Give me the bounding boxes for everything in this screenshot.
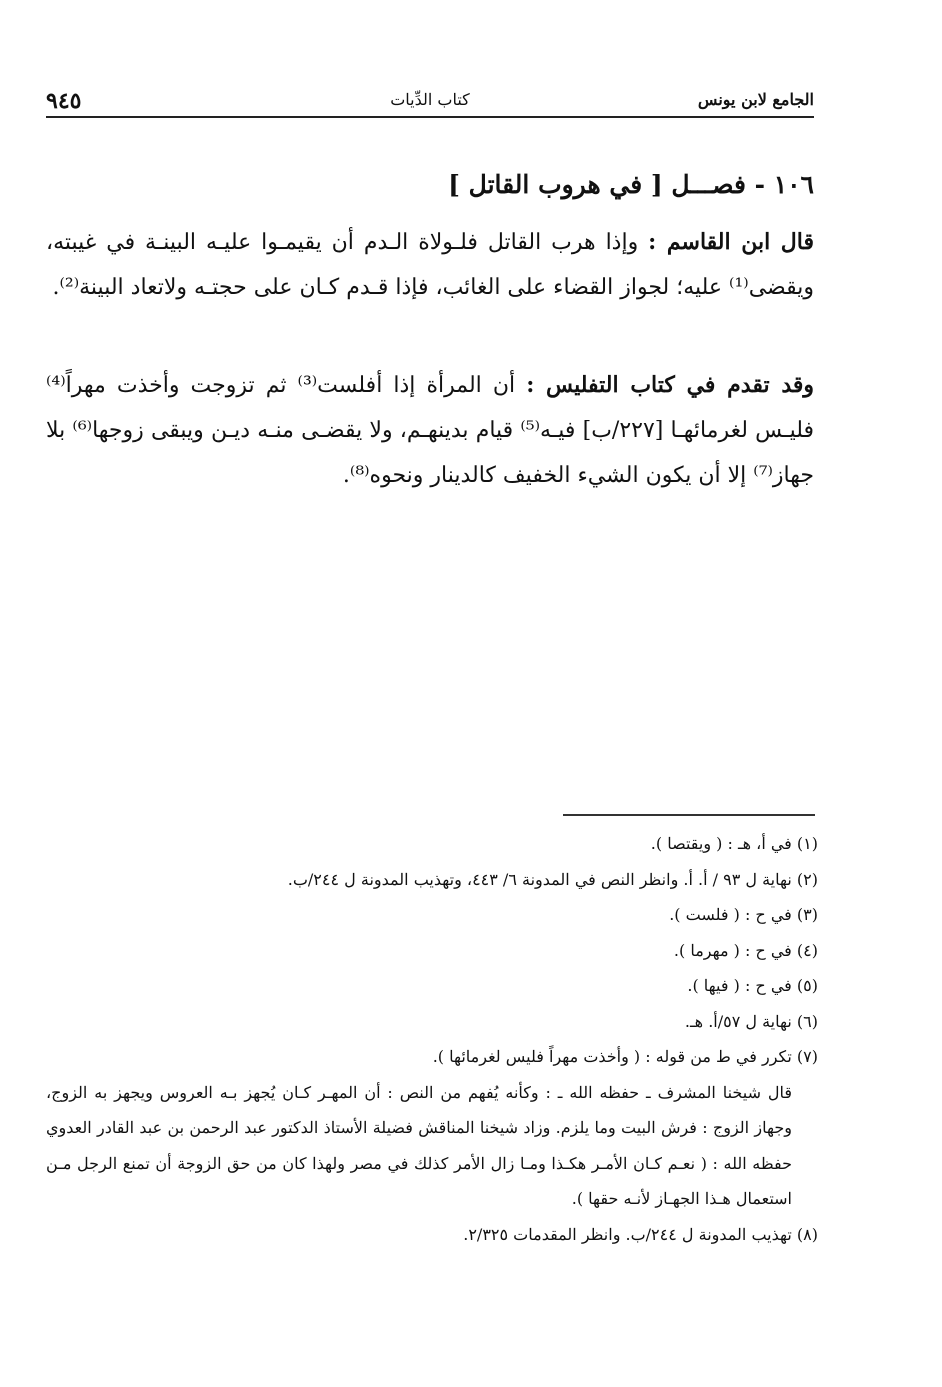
footnote-5: (٥) في ح : ( فيها ). (687, 976, 818, 995)
header-book-title: الجامع لابن يونس (697, 90, 814, 109)
section-title: ١٠٦ - فصـــل [ في هروب القاتل ] (448, 170, 814, 199)
footnote-2: (٢) نهاية ل ٩٣ / أ. أ. وانظر النص في المدونة ٦/ ٤٤٣، وتهذيب المدونة ل ٢٤٤/ب. (287, 869, 818, 889)
footnote-7: (٧) تكرر في ط من قوله : ( وأخذت مهراً فليس لغرمائها ). (432, 1047, 818, 1066)
footnote-separator (563, 814, 815, 816)
footnote-7-comment: قال شيخنا المشرف ـ حفظه الله ـ : وكأنه يُفهم من النص : أن المهـر كـان يُجهز بـه العروس ويجهز به الزوج، وجهاز الزوج : فرش البيت وما يلزم. وزاد شيخنا المناقش فضيلة الأستاذ الدكتور عبد الرحمن بن عبد القادر العدوي حفظه الله : ( نعـم كـان الأمـر هكـذا ومـا زال الأمر كذلك في مصر ولهذا كان من حق الزوجة أن تمنع الرجل مـن استعمال هـذا الجهـاز لأنـه حقها ). (46, 1082, 793, 1208)
footnote-4: (٤) في ح : ( مهرما ). (673, 940, 818, 960)
body-paragraph-1 (46, 220, 814, 310)
footnote-3: (٣) في ح : ( فلست ). (669, 905, 818, 924)
footnote-8: (٨) تهذيب المدونة ل ٢٤٤/ب. وانظر المقدمات ٢/٣٢٥. (463, 1224, 818, 1244)
body-paragraph-2 (46, 363, 814, 498)
footnotes (46, 826, 818, 1252)
running-header (46, 86, 814, 118)
footnote-6: (٦) نهاية ل ٥٧/أ. هـ. (684, 1011, 818, 1031)
paragraph-1-lead: قال ابن القاسم : (648, 229, 814, 255)
header-section-title: كتاب الدِّيات (390, 90, 470, 109)
paragraph-1-text: وإذا هرب القاتل فلـولاة الـدم أن يقيمـوا عليـه البينـة في غيبته، ويقضى⁽¹⁾ عليه؛ لجواز القضاء على الغائب، فإذا قـدم كـان على حجتـه ولاتعاد البينة⁽²⁾. (46, 230, 814, 300)
page-number: ٩٤٥ (46, 88, 82, 114)
paragraph-2-lead: وقد تقدم في كتاب التفليس : (526, 372, 815, 398)
footnote-1: (١) في أ، هـ : ( ويقتصا ). (650, 834, 818, 853)
paragraph-2-text: أن المرأة إذا أفلست⁽³⁾ ثم تزوجت وأخذت مهراً⁽⁴⁾ فليـس لغرمائهـا [٢٢٧/ب] فيـه⁽⁵⁾ قيام بدينهـم، ولا يقضـى منـه ديـن ويبقى زوجها⁽⁶⁾ بلا جهاز⁽⁷⁾ إلا أن يكون الشيء الخفيف كالدينار ونحوه⁽⁸⁾. (46, 373, 815, 488)
